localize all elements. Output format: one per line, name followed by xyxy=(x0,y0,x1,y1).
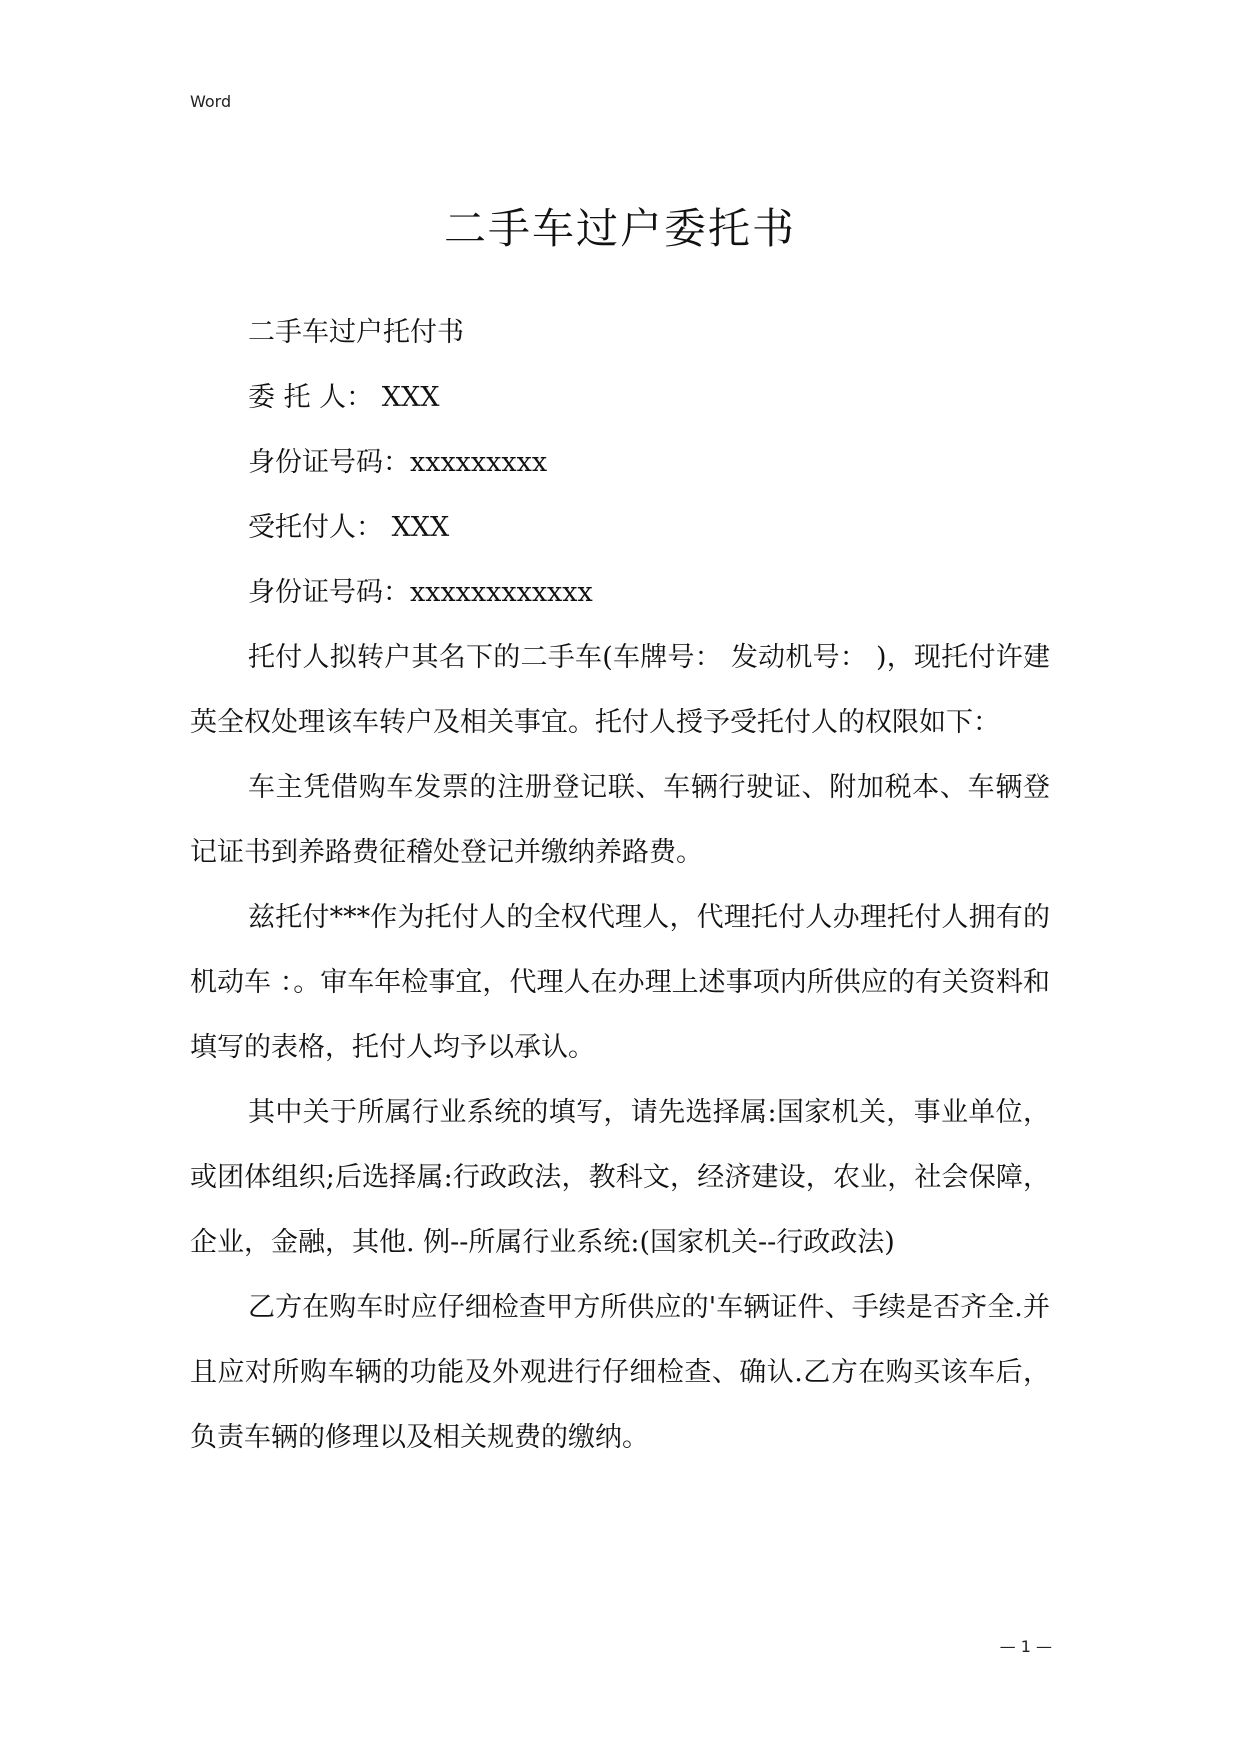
principal-line: 委 托 人： XXX xyxy=(248,382,440,413)
agent-id-line: 身份证号码：xxxxxxxxxxxx xyxy=(248,577,593,608)
header-label: Word xyxy=(190,92,232,111)
document-body xyxy=(190,300,1050,1470)
paragraph-inspection: 乙方在购车时应仔细检查甲方所供应的'车辆证件、手续是否齐全.并且应对所购车辆的功能及外观进行仔细检查、确认.乙方在购买该车后，负责车辆的修理以及相关规费的缴纳。 xyxy=(190,1292,1050,1453)
paragraph-industry: 其中关于所属行业系统的填写，请先选择属:国家机关，事业单位，或团体组织;后选择属:行政政法，教科文，经济建设，农业，社会保障，企业，金融，其他. 例--所属行业系统:(国家机关--行政政法) xyxy=(190,1097,1050,1258)
document-title: 二手车过户委托书 xyxy=(443,204,796,253)
paragraph-registration: 车主凭借购车发票的注册登记联、车辆行驶证、附加税本、车辆登记证书到养路费征稽处登记并缴纳养路费。 xyxy=(190,772,1050,868)
agent-line: 受托付人： XXX xyxy=(248,512,450,543)
subtitle-line: 二手车过户托付书 xyxy=(248,317,464,348)
paragraph-transfer: 托付人拟转户其名下的二手车(车牌号： 发动机号： )，现托付许建英全权处理该车转户及相关事宜。托付人授予受托付人的权限如下： xyxy=(190,642,1050,738)
principal-id-line: 身份证号码：xxxxxxxxx xyxy=(248,447,548,478)
paragraph-authorization: 兹托付***作为托付人的全权代理人，代理托付人办理托付人拥有的机动车 ：。审车年检事宜，代理人在办理上述事项内所供应的有关资料和填写的表格，托付人均予以承认。 xyxy=(190,902,1050,1063)
page-number: — 1 — xyxy=(999,1637,1052,1656)
